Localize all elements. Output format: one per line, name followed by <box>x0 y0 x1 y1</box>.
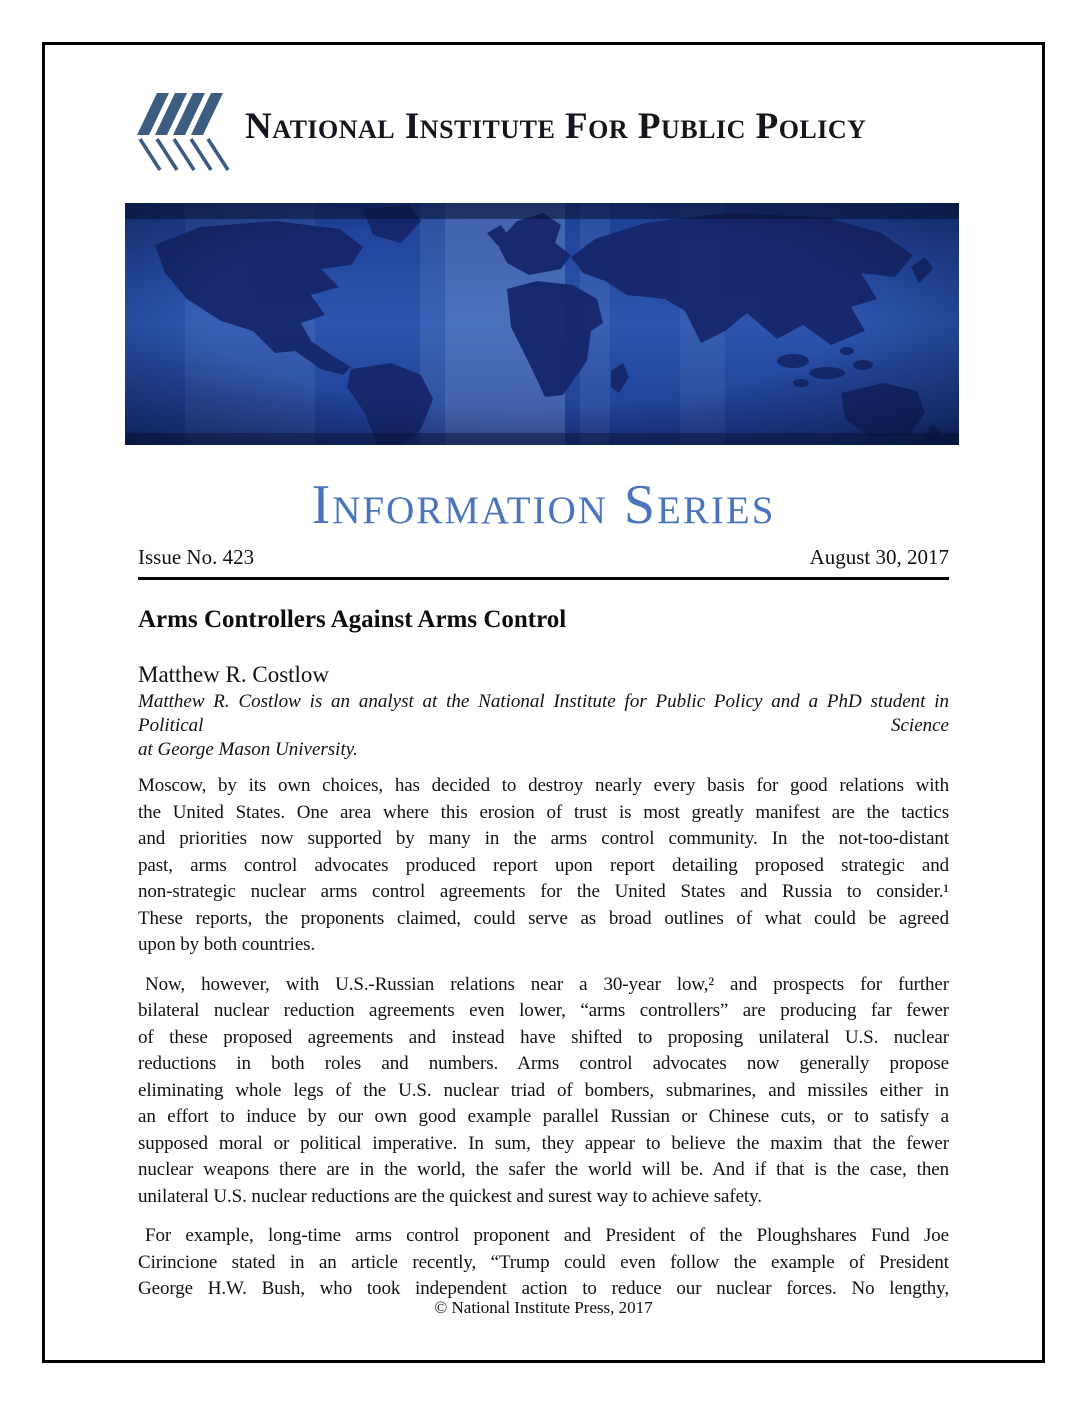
paragraph-line: bilateral nuclear reduction agreements even lower, “arms controllers” are producing far fewer <box>138 1000 949 1021</box>
paragraph-line: unilateral U.S. nuclear reductions are the quickest and surest way to achieve safety. <box>138 1185 762 1207</box>
nipp-logo-icon <box>137 89 231 178</box>
author-name: Matthew R. Costlow <box>138 662 330 687</box>
paragraph-line: nuclear weapons there are in the world, the safer the world will be. And if that is the case, then <box>138 1159 949 1180</box>
org-name: National Institute For Public Policy <box>245 106 867 147</box>
paragraph-line: These reports, the proponents claimed, could serve as broad outlines of what could be agreed <box>138 907 949 929</box>
paragraph-line: past, arms control advocates produced report upon report detailing proposed strategic and <box>138 854 949 876</box>
paragraph-line: of these proposed agreements and instead have shifted to proposing unilateral U.S. nuclear <box>138 1026 949 1048</box>
paragraph-line: the United States. One area where this erosion of trust is most greatly manifest are the tactics <box>138 801 949 823</box>
text-line: at George Mason University. <box>138 739 358 760</box>
paragraph-line: Now, however, with U.S.-Russian relations near a 30-year low,² and prospects for further <box>145 973 949 995</box>
paragraph-line: non-strategic nuclear arms control agreements for the United States and Russia to consider.¹ <box>138 881 949 902</box>
document-header <box>137 89 1042 184</box>
series-title: Information Series <box>311 474 776 536</box>
issue-date: August 30, 2017 <box>809 545 949 569</box>
article-body <box>138 773 949 1303</box>
paragraph-line: eliminating whole legs of the U.S. nuclear triad of bombers, submarines, and missiles either in <box>138 1079 949 1101</box>
paragraph-line: an effort to induce by our own good example parallel Russian or Chinese cuts, or to satisfy a <box>138 1106 949 1127</box>
paragraph-line: and priorities now supported by many in the arms control community. In the not-too-distant <box>138 828 949 849</box>
paragraph-line: supposed moral or political imperative. In sum, they appear to believe the maxim that the fewer <box>138 1132 949 1154</box>
article-title: Arms Controllers Against Arms Control <box>138 606 567 633</box>
paragraph-line: For example, long-time arms control proponent and President of the Ploughshares Fund Joe <box>145 1225 949 1246</box>
issue-number: Issue No. 423 <box>138 545 255 569</box>
author-bio <box>138 690 949 762</box>
world-map-image <box>125 203 959 445</box>
paragraph-line: upon by both countries. <box>138 934 316 955</box>
divider-rule <box>138 577 949 580</box>
copyright-footer: © National Institute Press, 2017 <box>434 1298 653 1317</box>
content-area <box>138 545 949 1303</box>
paragraph-line: reductions in both roles and numbers. Arms control advocates now generally propose <box>138 1053 949 1074</box>
paragraph <box>138 972 949 1211</box>
document-page <box>42 42 1045 1363</box>
paragraph-line: George H.W. Bush, who took independent action to reduce our nuclear forces. No lengthy, <box>138 1278 949 1299</box>
paragraph-line: Cirincione stated in an article recently, “Trump could even follow the example of President <box>138 1251 949 1273</box>
world-map-banner <box>125 203 959 445</box>
text-line: Matthew R. Costlow is an analyst at the National Institute for Public Policy and a PhD student in Political Science <box>138 691 949 736</box>
paragraph <box>138 773 949 959</box>
issue-row <box>138 545 949 570</box>
paragraph-line: Moscow, by its own choices, has decided to destroy nearly every basis for good relations with <box>138 775 949 796</box>
paragraph <box>138 1223 949 1303</box>
